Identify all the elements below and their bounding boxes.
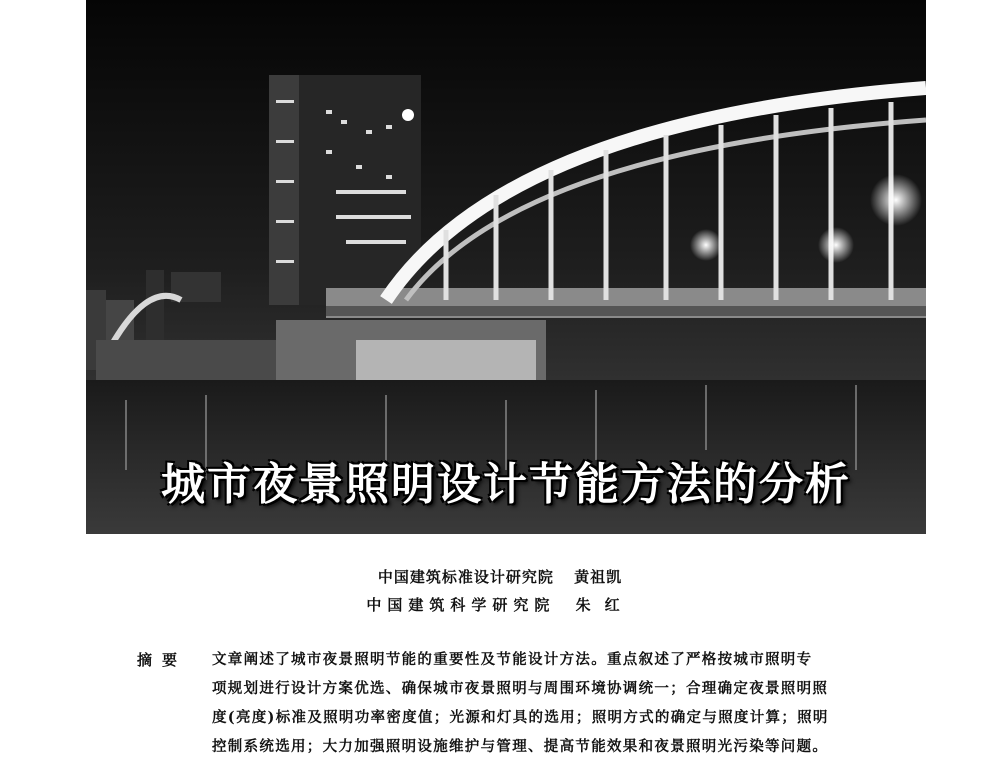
- abstract-label: 摘要: [137, 651, 188, 669]
- article-title: 城市夜景照明设计节能方法的分析: [161, 459, 851, 510]
- abstract-line: 控制系统选用；大力加强照明设施维护与管理、提高节能效果和夜景照明光污染等问题。: [212, 738, 829, 755]
- abstract-line: 文章阐述了城市夜景照明节能的重要性及节能设计方法。重点叙述了严格按城市照明专: [212, 651, 813, 668]
- hero-photo: [86, 0, 926, 534]
- author-line: [0, 563, 1000, 591]
- abstract-body: [212, 645, 902, 761]
- abstract-line: 度(亮度)标准及照明功率密度值；光源和灯具的选用；照明方式的确定与照度计算；照明: [212, 709, 829, 726]
- abstract-line: 项规划进行设计方案优选、确保城市夜景照明与周围环境协调统一；合理确定夜景照明照: [212, 680, 829, 697]
- author-name: 朱红: [575, 596, 634, 614]
- author-block: [0, 563, 1000, 619]
- author-institution: 中国建筑科学研究院: [366, 596, 556, 614]
- author-institution: 中国建筑标准设计研究院: [377, 568, 554, 586]
- author-name: 黄祖凯: [574, 568, 623, 586]
- author-line: [0, 591, 1000, 619]
